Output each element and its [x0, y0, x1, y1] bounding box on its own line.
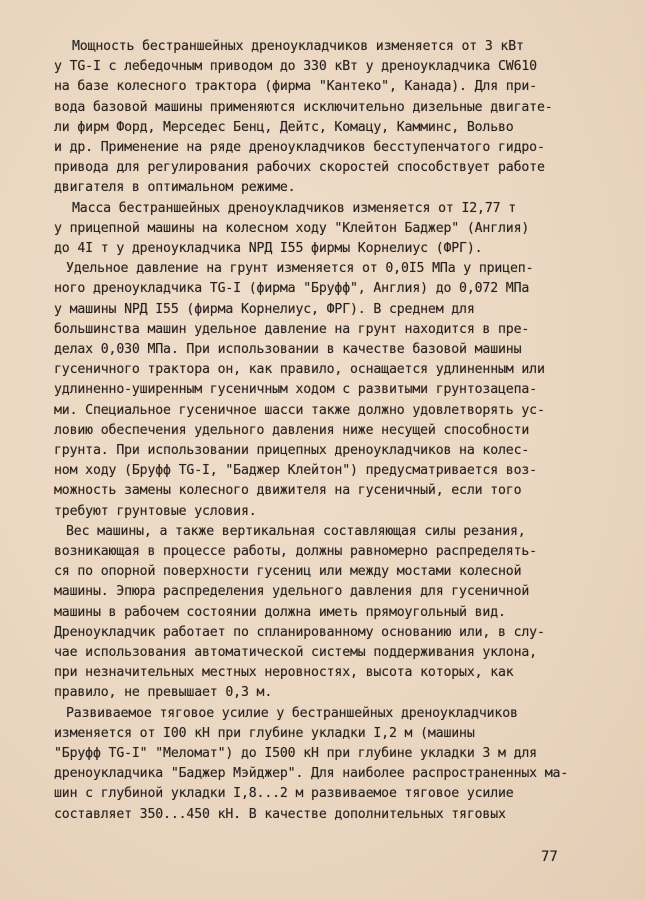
text-line: у машины NРД I55 (фирма Корнелиус, ФРГ). В среднем для: [54, 301, 475, 317]
text-line: требуют грунтовые условия.: [54, 503, 257, 519]
text-line: вода базовой машины применяются исключительно дизельные двигате-: [54, 99, 553, 115]
text-line: и др. Применение на ряде дреноукладчиков бесступенчатого гидро-: [54, 140, 545, 155]
page-number: 77: [541, 849, 558, 865]
text-line: "Бруфф ТG-I" "Меломат") до I500 кН при глубине укладки 3 м для: [54, 746, 537, 761]
text-line: грунта. При использовании прицепных дреноукладчиков на колес-: [54, 443, 530, 458]
text-line: шин с глубиной укладки I,8...2 м развиваемое тяговое усилие: [54, 786, 514, 802]
text-line: Мощность бестраншейных дреноукладчиков изменяется от 3 кВт: [72, 39, 524, 54]
text-line: Развиваемое тяговое усилие у бестраншейных дреноукладчиков: [66, 705, 518, 721]
text-line: Дреноукладчик работает по спланированному основанию или, в слу-: [54, 624, 545, 640]
text-line: удлиненно-уширенным гусеничным ходом с развитыми грунтозацепа-: [54, 382, 537, 398]
text-line: Удельное давление на грунт изменяется от 0,0I5 МПа у прицеп-: [66, 261, 534, 277]
text-line: ловию обеспечения удельного давления ниже несущей способности: [54, 422, 530, 438]
text-line: изменяется от I00 кН при глубине укладки I,2 м (машины: [54, 725, 475, 741]
text-line: дреноукладчика "Баджер Мэйджер". Для наиболее распространенных ма-: [54, 766, 569, 782]
text-line: Масса бестраншейных дреноукладчиков изменяется от I2,77 т: [72, 200, 517, 216]
text-line: двигателя в оптимальном режиме.: [54, 180, 296, 196]
text-line: возникающая в процессе работы, должны равномерно распределять-: [54, 544, 537, 559]
text-line: на базе колесного трактора (фирма "Кантеко", Канада). Для при-: [54, 79, 537, 95]
text-line: делах 0,030 МПа. При использовании в качестве базовой машины: [54, 342, 522, 357]
text-line: машины в рабочем состоянии должна иметь прямоугольный вид.: [54, 604, 506, 620]
text-line: привода для регулирования рабочих скоростей способствует работе: [54, 160, 545, 176]
text-line: ли фирм Форд, Мерседес Бенц, Дейтс, Комацу, Камминс, Вольво: [54, 119, 514, 135]
text-line: ном ходу (Бруфф ТG-I, "Баджер Клейтон") предусматривается воз-: [54, 463, 537, 479]
text-line: у прицепной машины на колесном ходу "Клейтон Баджер" (Англия): [54, 220, 530, 236]
text-line: чае использования автоматической системы поддерживания уклона,: [54, 645, 537, 660]
text-line: Вес машины, а также вертикальная составляющая силы резания,: [66, 523, 526, 539]
text-line: правило, не превышает 0,3 м.: [54, 685, 273, 701]
text-line: у ТG-I с лебедочным приводом до 330 кВт у дреноукладчика CW610: [54, 59, 537, 75]
text-line: до 4I т у дреноукладчика NРД I55 фирмы Корнелиус (ФРГ).: [54, 241, 483, 256]
text-line: большинства машин удельное давление на грунт находится в пре-: [54, 321, 530, 337]
text-line: при незначительных местных неровностях, высота которых, как: [54, 665, 514, 681]
text-line: можность замены колесного движителя на гусеничный, если того: [54, 483, 522, 499]
text-line: ного дреноукладчика ТG-I (фирма "Бруфф", Англия) до 0,072 МПа: [54, 281, 530, 297]
text-line: составляет 350...450 кН. В качестве дополнительных тяговых: [54, 806, 506, 822]
text-line: машины. Эпюра распределения удельного давления для гусеничной: [54, 584, 530, 600]
text-line: ми. Специальное гусеничное шасси также должно удовлетворять ус-: [54, 402, 545, 418]
text-line: ся по опорной поверхности гусениц или между мостами колесной: [54, 564, 522, 580]
text-line: гусеничного трактора он, как правило, оснащается удлиненным или: [54, 362, 545, 378]
